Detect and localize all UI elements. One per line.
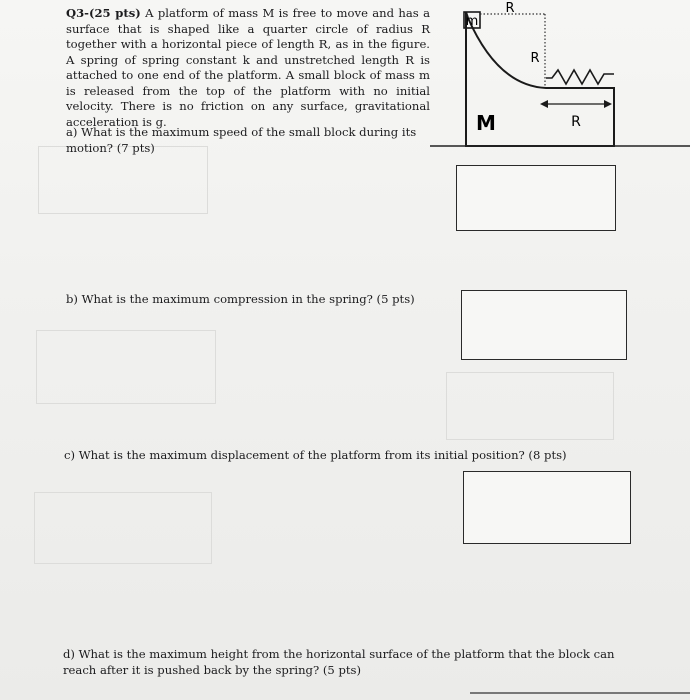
part-a-answer-box[interactable] — [456, 165, 616, 231]
ghost-box-c-left — [34, 492, 212, 564]
question-body: A platform of mass M is free to move and has a surface that is shaped like a quarter circle of radius R together with a horizontal piece of length R, as in the figure. A spring of spring constant k and unstretched length R is attached to one end of the platform. A small block of mass m is released from the top of the platform with no initial velocity. There is no friction on any surface, gravitational acceleration is g. — [66, 6, 431, 129]
question-header: Q3-(25 pts) — [66, 6, 141, 20]
ghost-box-c-right — [446, 372, 614, 440]
part-b-answer-box[interactable] — [461, 290, 627, 360]
platform-mass-label: M — [476, 111, 496, 135]
part-d-question: d) What is the maximum height from the horizontal surface of the platform that the block can reach after it is pushed back by the spring? (5 pts) — [63, 647, 615, 677]
part-d-answer-box-edge — [470, 692, 690, 694]
part-c-question: c) What is the maximum displacement of the platform from its initial position? (8 pts) — [64, 448, 567, 462]
platform-figure — [430, 0, 690, 150]
part-a-question: a) What is the maximum speed of the small block during its motion? (7 pts) — [66, 125, 417, 155]
length-arrow-head-right — [604, 100, 612, 108]
length-arrow-head-left — [540, 100, 548, 108]
length-label: R — [571, 114, 581, 130]
part-c-answer-box[interactable] — [463, 471, 631, 544]
ghost-box-a — [38, 146, 208, 214]
block-m-label: m — [465, 14, 479, 29]
spring — [546, 70, 614, 84]
question-text — [66, 6, 430, 130]
part-b-question: b) What is the maximum compression in the spring? (5 pts) — [66, 292, 415, 306]
radius-top-label: R — [505, 1, 515, 16]
radius-side-label: R — [530, 51, 540, 66]
ghost-box-b — [36, 330, 216, 404]
